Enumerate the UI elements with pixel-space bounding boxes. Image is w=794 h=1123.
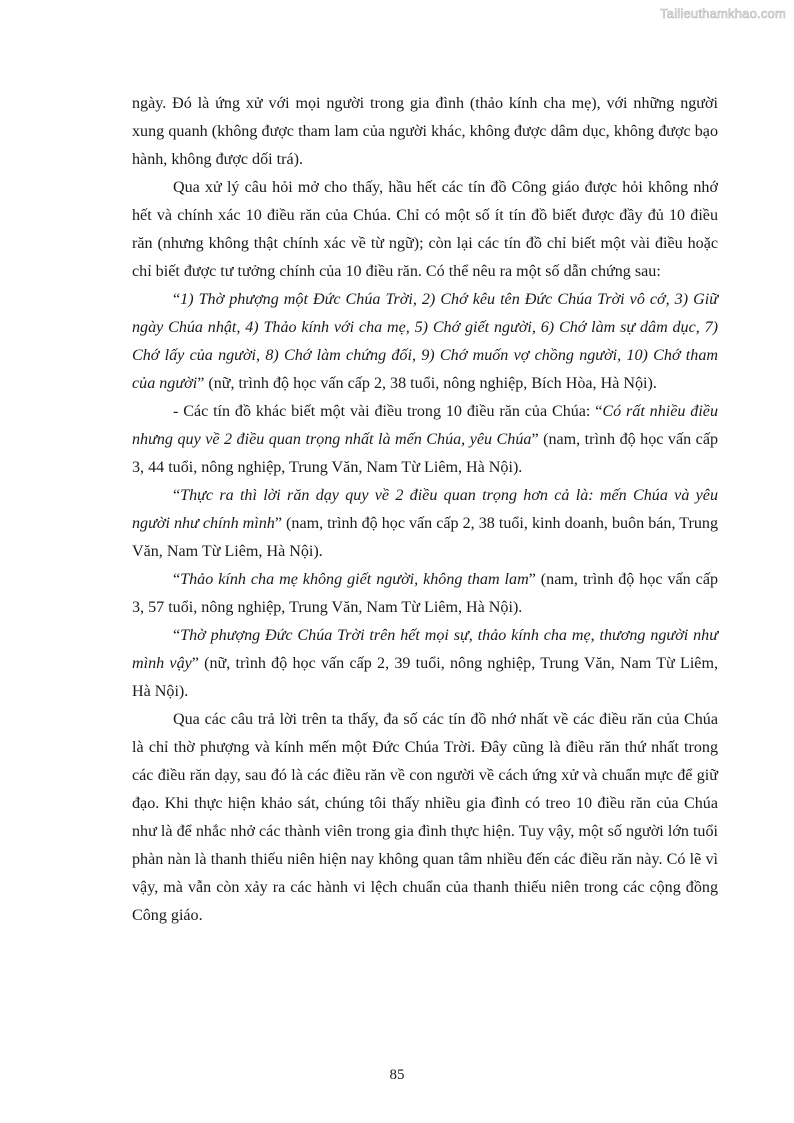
paragraph-8 xyxy=(132,706,718,930)
paragraph-5-quote xyxy=(132,482,718,566)
text-run: ” (nam, trình độ học vấn cấp 3, 44 tuổi, nông nghiệp, Trung Văn, Nam Từ Liêm, Hà Nội). xyxy=(132,431,719,476)
text-run: “ xyxy=(173,291,181,308)
text-run: ” (nữ, trình độ học vấn cấp 2, 39 tuổi, nông nghiệp, Trung Văn, Nam Từ Liêm, Hà Nội). xyxy=(132,655,718,700)
text-run: Qua các câu trả lời trên ta thấy, đa số các tín đồ nhớ nhất về các điều răn của Chúa là chỉ thờ phượng và kính mến một Đức Chúa Trời. Đây cũng là điều răn thứ nhất trong các điều răn dạy, sau đó là các điều răn về con người về cách ứng xử và chuẩn mực để giữ đạo. Khi thực hiện khảo sát, chúng tôi thấy nhiều gia đình có treo 10 điều răn của Chúa như là để nhắc nhở các thành viên trong gia đình thực hiện. Tuy vậy, một số người lớn tuổi phàn nàn là thanh thiếu niên hiện nay không quan tâm nhiều đến các điều răn này. Có lẽ vì vậy, mà vẫn còn xảy ra các hành vi lệch chuẩn của thanh thiếu niên trong các cộng đồng Công giáo. xyxy=(132,711,718,924)
italic-quote-text: 1) Thờ phượng một Đức Chúa Trời, 2) Chớ kêu tên Đức Chúa Trời vô cớ, 3) Giữ ngày Chúa nhật, 4) Thảo kính với cha mẹ, 5) Chớ giết người, 6) Chớ làm sự dâm dục, 7) Chớ lấy của người, 8) Chớ làm chứng đối, 9) Chớ muốn vợ chồng người, 10) Chớ tham của người xyxy=(132,291,718,392)
text-run: ” (nữ, trình độ học vấn cấp 2, 38 tuổi, nông nghiệp, Bích Hòa, Hà Nội). xyxy=(197,375,657,392)
text-run: Qua xử lý câu hỏi mở cho thấy, hầu hết các tín đồ Công giáo được hỏi không nhớ hết và chính xác 10 điều răn của Chúa. Chỉ có một số ít tín đồ biết được đầy đủ 10 điều răn (nhưng không thật chính xác về từ ngữ); còn lại các tín đồ chỉ biết một vài điều hoặc chỉ biết được tư tưởng chính của 10 điều răn. Có thể nêu ra một số dẫn chứng sau: xyxy=(132,179,718,280)
text-run: ” (nam, trình độ học vấn cấp 3, 57 tuổi, nông nghiệp, Trung Văn, Nam Từ Liêm, Hà Nội). xyxy=(132,571,719,616)
watermark: Tailieuthamkhao.com xyxy=(660,6,786,21)
paragraph-1 xyxy=(132,90,718,174)
paragraph-3-quote xyxy=(132,286,718,398)
italic-quote-text: Thảo kính cha mẹ không giết người, không tham lam xyxy=(180,571,529,588)
text-run: ngày. Đó là ứng xử với mọi người trong gia đình (thảo kính cha mẹ), với những người xung quanh (không được tham lam của người khác, không được dâm dục, không được bạo hành, không được dối trá). xyxy=(132,95,718,168)
italic-quote-text: Thực ra thì lời răn dạy quy về 2 điều quan trọng hơn cả là: mến Chúa và yêu người như chính mình xyxy=(132,487,718,532)
text-run: “ xyxy=(173,627,181,644)
italic-quote-text: Thờ phượng Đức Chúa Trời trên hết mọi sự, thảo kính cha mẹ, thương người như mình vậy xyxy=(132,627,718,672)
document-body xyxy=(132,90,718,930)
paragraph-2 xyxy=(132,174,718,286)
text-run: ” (nam, trình độ học vấn cấp 2, 38 tuổi, kinh doanh, buôn bán, Trung Văn, Nam Từ Liêm, Hà Nội). xyxy=(132,515,718,560)
paragraph-7-quote xyxy=(132,622,718,706)
italic-quote-text: Có rất nhiều điều nhưng quy về 2 điều quan trọng nhất là mến Chúa, yêu Chúa xyxy=(132,403,718,448)
text-run: “ xyxy=(173,487,181,504)
text-run: - Các tín đồ khác biết một vài điều trong 10 điều răn của Chúa: “ xyxy=(173,403,603,420)
paragraph-6-quote xyxy=(132,566,718,622)
paragraph-4-quote xyxy=(132,398,718,482)
page-number: 85 xyxy=(389,1067,405,1083)
text-run: “ xyxy=(173,571,181,588)
